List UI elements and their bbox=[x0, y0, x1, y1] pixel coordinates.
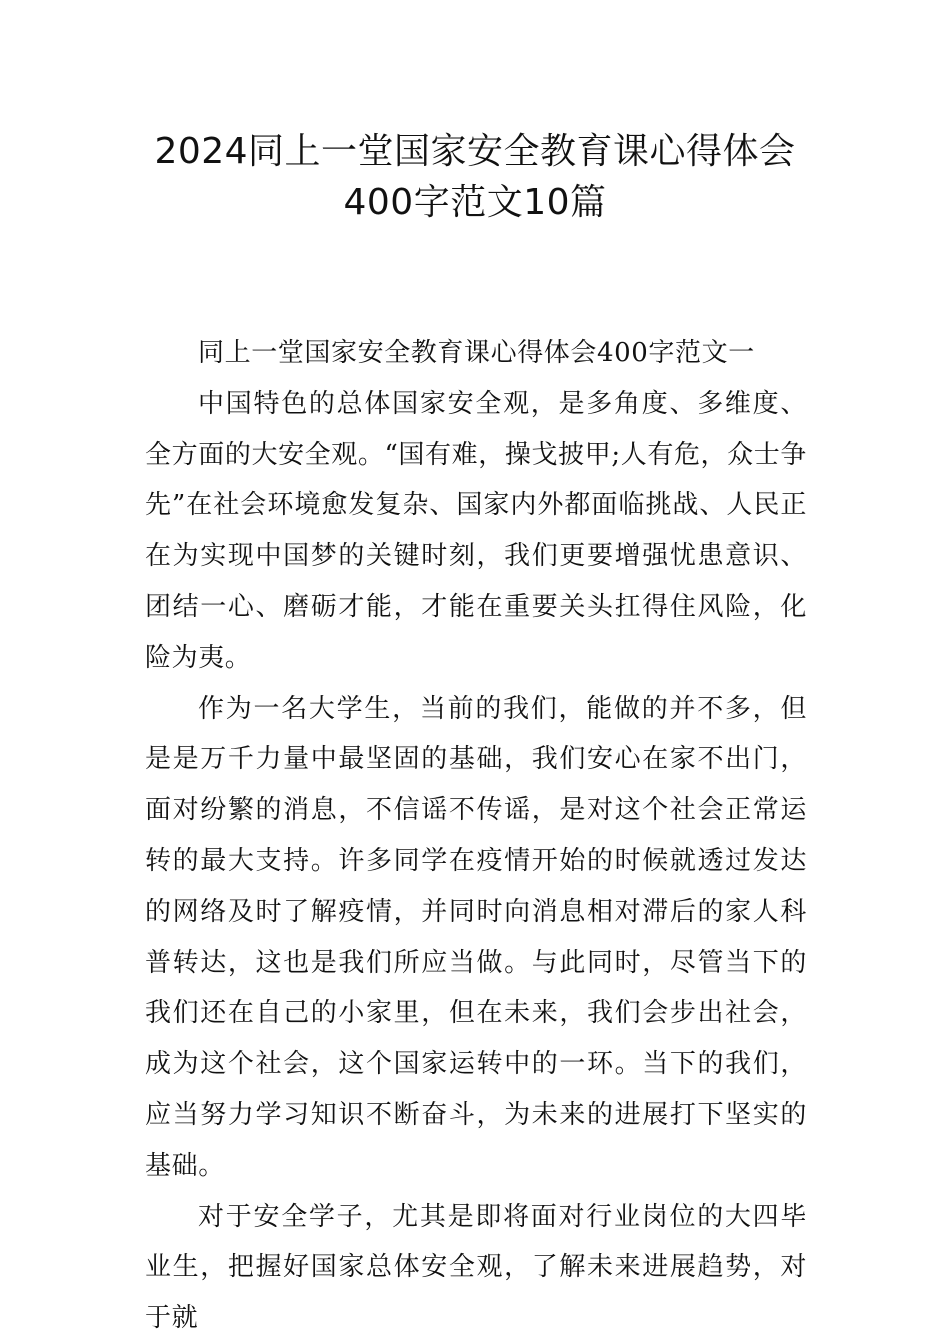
paragraph-1: 中国特色的总体国家安全观，是多角度、多维度、全方面的大安全观。“国有难，操戈披甲;人有危，众士争先”在社会环境愈发复杂、国家内外都面临挑战、人民正在为实现中国梦的关键时刻，我们更要增强忧患意识、团结一心、磨砺才能，才能在重要关头扛得住风险，化险为夷。 bbox=[145, 388, 807, 673]
paragraph-2: 作为一名大学生，当前的我们，能做的并不多，但是是万千力量中最坚固的基础，我们安心在家不出门，面对纷繁的消息，不信谣不传谣，是对这个社会正常运转的最大支持。许多同学在疫情开始的时候就透过发达的网络及时了解疫情，并同时向消息相对滞后的家人科普转达，这也是我们所应当做。与此同时，尽管当下的我们还在自己的小家里，但在未来，我们会步出社会，成为这个社会，这个国家运转中的一环。当下的我们，应当努力学习知识不断奋斗，为未来的进展打下坚实的基础。 bbox=[145, 693, 807, 1181]
paragraph-3: 对于安全学子，尤其是即将面对行业岗位的大四毕业生，把握好国家总体安全观，了解未来进展趋势，对于就 bbox=[145, 1201, 807, 1334]
title-line-1: 2024同上一堂国家安全教育课心得体会 bbox=[154, 131, 796, 172]
section-heading: 同上一堂国家安全教育课心得体会400字范文一 bbox=[198, 338, 755, 368]
document-title bbox=[120, 126, 830, 228]
document-body bbox=[145, 328, 807, 1344]
title-line-2: 400字范文10篇 bbox=[343, 182, 607, 223]
